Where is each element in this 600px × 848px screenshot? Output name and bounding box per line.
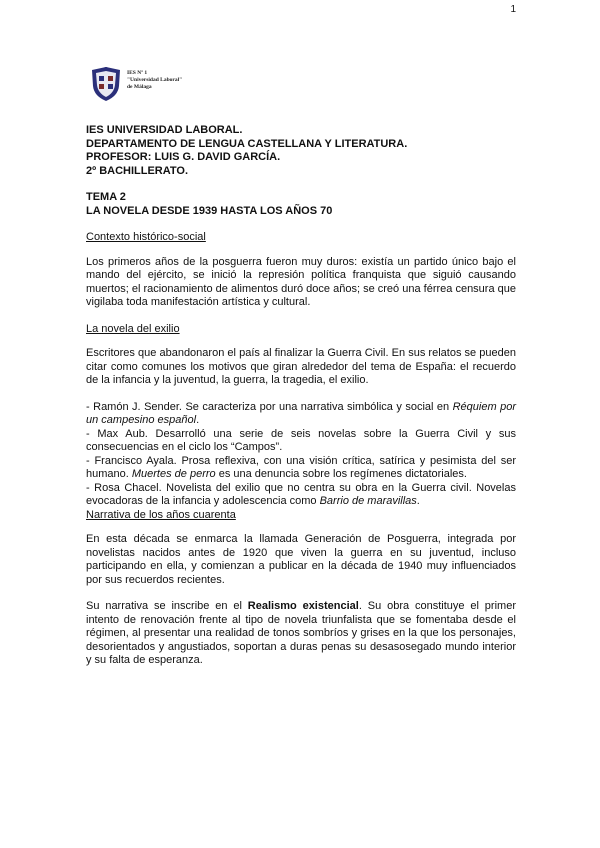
paragraph-cuarenta-1: En esta década se enmarca la llamada Generación de Posguerra, integrada por novelistas nacidos antes de 1920 que viven la guerra en su juventud, incluso participando en ella, y comienzan a publicar en la década de 1940 muy influenciados por sus recuerdos recientes. — [86, 533, 516, 586]
page-number: 1 — [510, 4, 516, 15]
course-level: 2º BACHILLERATO. — [86, 164, 189, 177]
list-item-chacel: - Rosa Chacel. Novelista del exilio que no centra su obra en la Guerra civil. Novelas evocadoras de la infancia y adolescencia como Barrio de maravillas. — [86, 481, 516, 507]
paragraph-contexto: Los primeros años de la posguerra fueron muy duros: existía un partido único bajo el mando del ejército, se inició la represión política franquista que siguió causando muertos; el racionamiento de alimentos duró doce años; se creó una férrea censura que vigilaba toda manifestación artística y cultural. — [86, 255, 516, 308]
department-name: DEPARTAMENTO DE LENGUA CASTELLANA Y LITERATURA. — [86, 137, 408, 150]
logo-text: IES Nº 1 "Universidad Laboral" de Málaga — [127, 70, 183, 90]
paragraph-cuarenta-2: Su narrativa se inscribe en el Realismo existencial. Su obra constituye el primer intento de renovación frente al tipo de novela triunfalista que se fomentaba desde el régimen, al presentar una realidad de tonos sombríos y grises en la que los personajes, desorientados y angustiados, soportan a duras penas su desasosegado mundo interior y su falta de esperanza. — [86, 600, 516, 666]
section-title-contexto: Contexto histórico-social — [86, 231, 206, 243]
list-item-sender: - Ramón J. Sender. Se caracteriza por una narrativa simbólica y social en Réquiem por un campesino español. — [86, 400, 516, 426]
teacher-name: PROFESOR: LUIS G. DAVID GARCÍA. — [86, 151, 281, 163]
topic-title: LA NOVELA DESDE 1939 HASTA LOS AÑOS 70 — [86, 204, 333, 217]
topic-number: TEMA 2 — [86, 191, 126, 203]
section-title-exilio: La novela del exilio — [86, 322, 180, 335]
school-crest-icon — [90, 66, 122, 102]
list-item-ayala: - Francisco Ayala. Prosa reflexiva, con una visión crítica, satírica y pesimista del ser humano. Muertes de perro es una denuncia sobre los regímenes dictatoriales. — [86, 454, 516, 480]
list-item-aub: - Max Aub. Desarrolló una serie de seis novelas sobre la Guerra Civil y sus consecuencias en el ciclo los “Campos”. — [86, 427, 516, 453]
paragraph-exilio-intro: Escritores que abandonaron el país al finalizar la Guerra Civil. En sus relatos se pueden citar como comunes los motivos que giran alrededor del tema de España: el recuerdo de la infancia y la juventud, la guerra, la tragedia, el exilio. — [86, 347, 516, 386]
school-name: IES UNIVERSIDAD LABORAL. — [86, 124, 243, 136]
document-body — [86, 124, 516, 668]
school-logo — [90, 66, 230, 106]
section-title-cuarenta: Narrativa de los años cuarenta — [86, 508, 236, 521]
